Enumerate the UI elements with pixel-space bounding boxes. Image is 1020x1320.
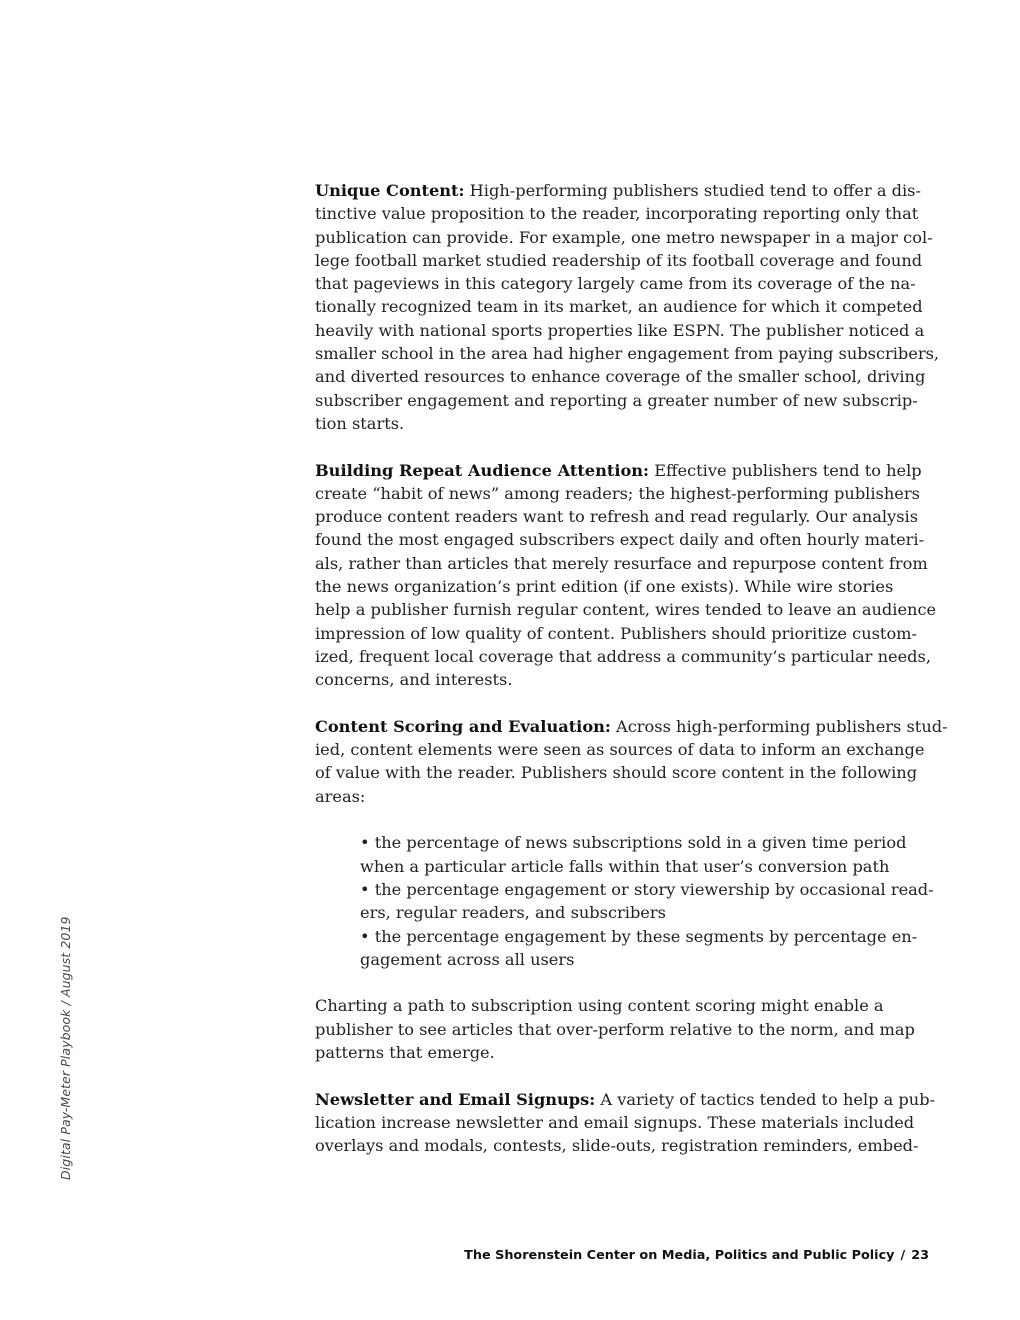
text-line: tionally recognized team in its market, an audience for which it competed — [315, 297, 923, 317]
paragraph-charting — [315, 994, 935, 1064]
body-text — [315, 179, 948, 1181]
list-item-continuation: ers, regular readers, and subscribers — [360, 903, 666, 923]
text-line: ized, frequent local coverage that address a community’s particular needs, — [315, 646, 931, 666]
text-line: lege football market studied readership of its football coverage and found — [315, 250, 923, 270]
text-line: Charting a path to subscription using content scoring might enable a — [315, 996, 884, 1016]
list-item: • the percentage of news subscriptions sold in a given time period — [360, 833, 907, 853]
footer-org-name: The Shorenstein Center on Media, Politics and Public Policy — [464, 1248, 895, 1263]
text-line: impression of low quality of content. Publishers should prioritize custom- — [315, 623, 918, 643]
text-line: subscriber engagement and reporting a greater number of new subscrip- — [315, 390, 918, 410]
text-line: produce content readers want to refresh and read regularly. Our analysis — [315, 507, 919, 527]
paragraph-heading: Building Repeat Audience Attention: — [315, 460, 650, 480]
footer-separator: / — [900, 1248, 906, 1263]
text-line: heavily with national sports properties like ESPN. The publisher noticed a — [315, 320, 925, 340]
list-item: • the percentage engagement by these segments by percentage en- — [360, 926, 918, 946]
text-line: and diverted resources to enhance coverage of the smaller school, driving — [315, 367, 926, 387]
text-line: that pageviews in this category largely came from its coverage of the na- — [315, 274, 916, 294]
text-line: Unique Content: High-performing publishers studied tend to offer a dis- — [315, 181, 921, 200]
paragraph-newsletter — [315, 1088, 935, 1158]
text-line: of value with the reader. Publishers should score content in the following — [315, 763, 918, 783]
text-line: help a publisher furnish regular content, wires tended to leave an audience — [315, 600, 937, 620]
text-line: the news organization’s print edition (if one exists). While wire stories — [315, 577, 894, 597]
text-line: patterns that emerge. — [315, 1042, 495, 1062]
paragraph-heading: Content Scoring and Evaluation: — [315, 716, 611, 736]
text-line: tion starts. — [315, 413, 405, 433]
text-line: Building Repeat Audience Attention: Effective publishers tend to help — [315, 460, 922, 480]
paragraph-repeat-attention — [315, 459, 935, 692]
text-line: create “habit of news” among readers; the highest-performing publishers — [315, 483, 920, 503]
paragraph-heading: Unique Content: — [315, 181, 465, 200]
text-line: found the most engaged subscribers expect daily and often hourly materi- — [315, 530, 925, 550]
page-footer — [464, 1248, 929, 1263]
side-running-title: Digital Pay-Meter Playbook / August 2019 — [58, 916, 73, 1180]
text-line: publisher to see articles that over-perform relative to the norm, and map — [315, 1019, 915, 1039]
text-line: tinctive value proposition to the reader, incorporating reporting only that — [315, 204, 919, 224]
text-line: Newsletter and Email Signups: A variety of tactics tended to help a pub- — [315, 1089, 936, 1109]
text-line: als, rather than articles that merely resurface and repurpose content from — [315, 553, 928, 573]
text-line: lication increase newsletter and email signups. These materials included — [315, 1112, 915, 1132]
text-line: overlays and modals, contests, slide-outs, registration reminders, embed- — [315, 1136, 919, 1156]
bullet-list — [360, 831, 935, 971]
list-item-continuation: gagement across all users — [360, 949, 575, 969]
text-line: areas: — [315, 786, 366, 806]
text-line: smaller school in the area had higher engagement from paying subscribers, — [315, 344, 940, 364]
list-item-continuation: when a particular article falls within that user’s conversion path — [360, 856, 890, 876]
paragraph-unique-content — [315, 179, 940, 435]
text-line: Content Scoring and Evaluation: Across high-performing publishers stud- — [315, 716, 948, 736]
text-line: ied, content elements were seen as sources of data to inform an exchange — [315, 740, 925, 760]
text-line: concerns, and interests. — [315, 670, 513, 690]
paragraph-content-scoring — [315, 715, 948, 808]
paragraph-heading: Newsletter and Email Signups: — [315, 1089, 596, 1109]
text-line: publication can provide. For example, one metro newspaper in a major col- — [315, 227, 933, 247]
page-number: 23 — [911, 1248, 929, 1263]
list-item: • the percentage engagement or story viewership by occasional read- — [360, 879, 934, 899]
